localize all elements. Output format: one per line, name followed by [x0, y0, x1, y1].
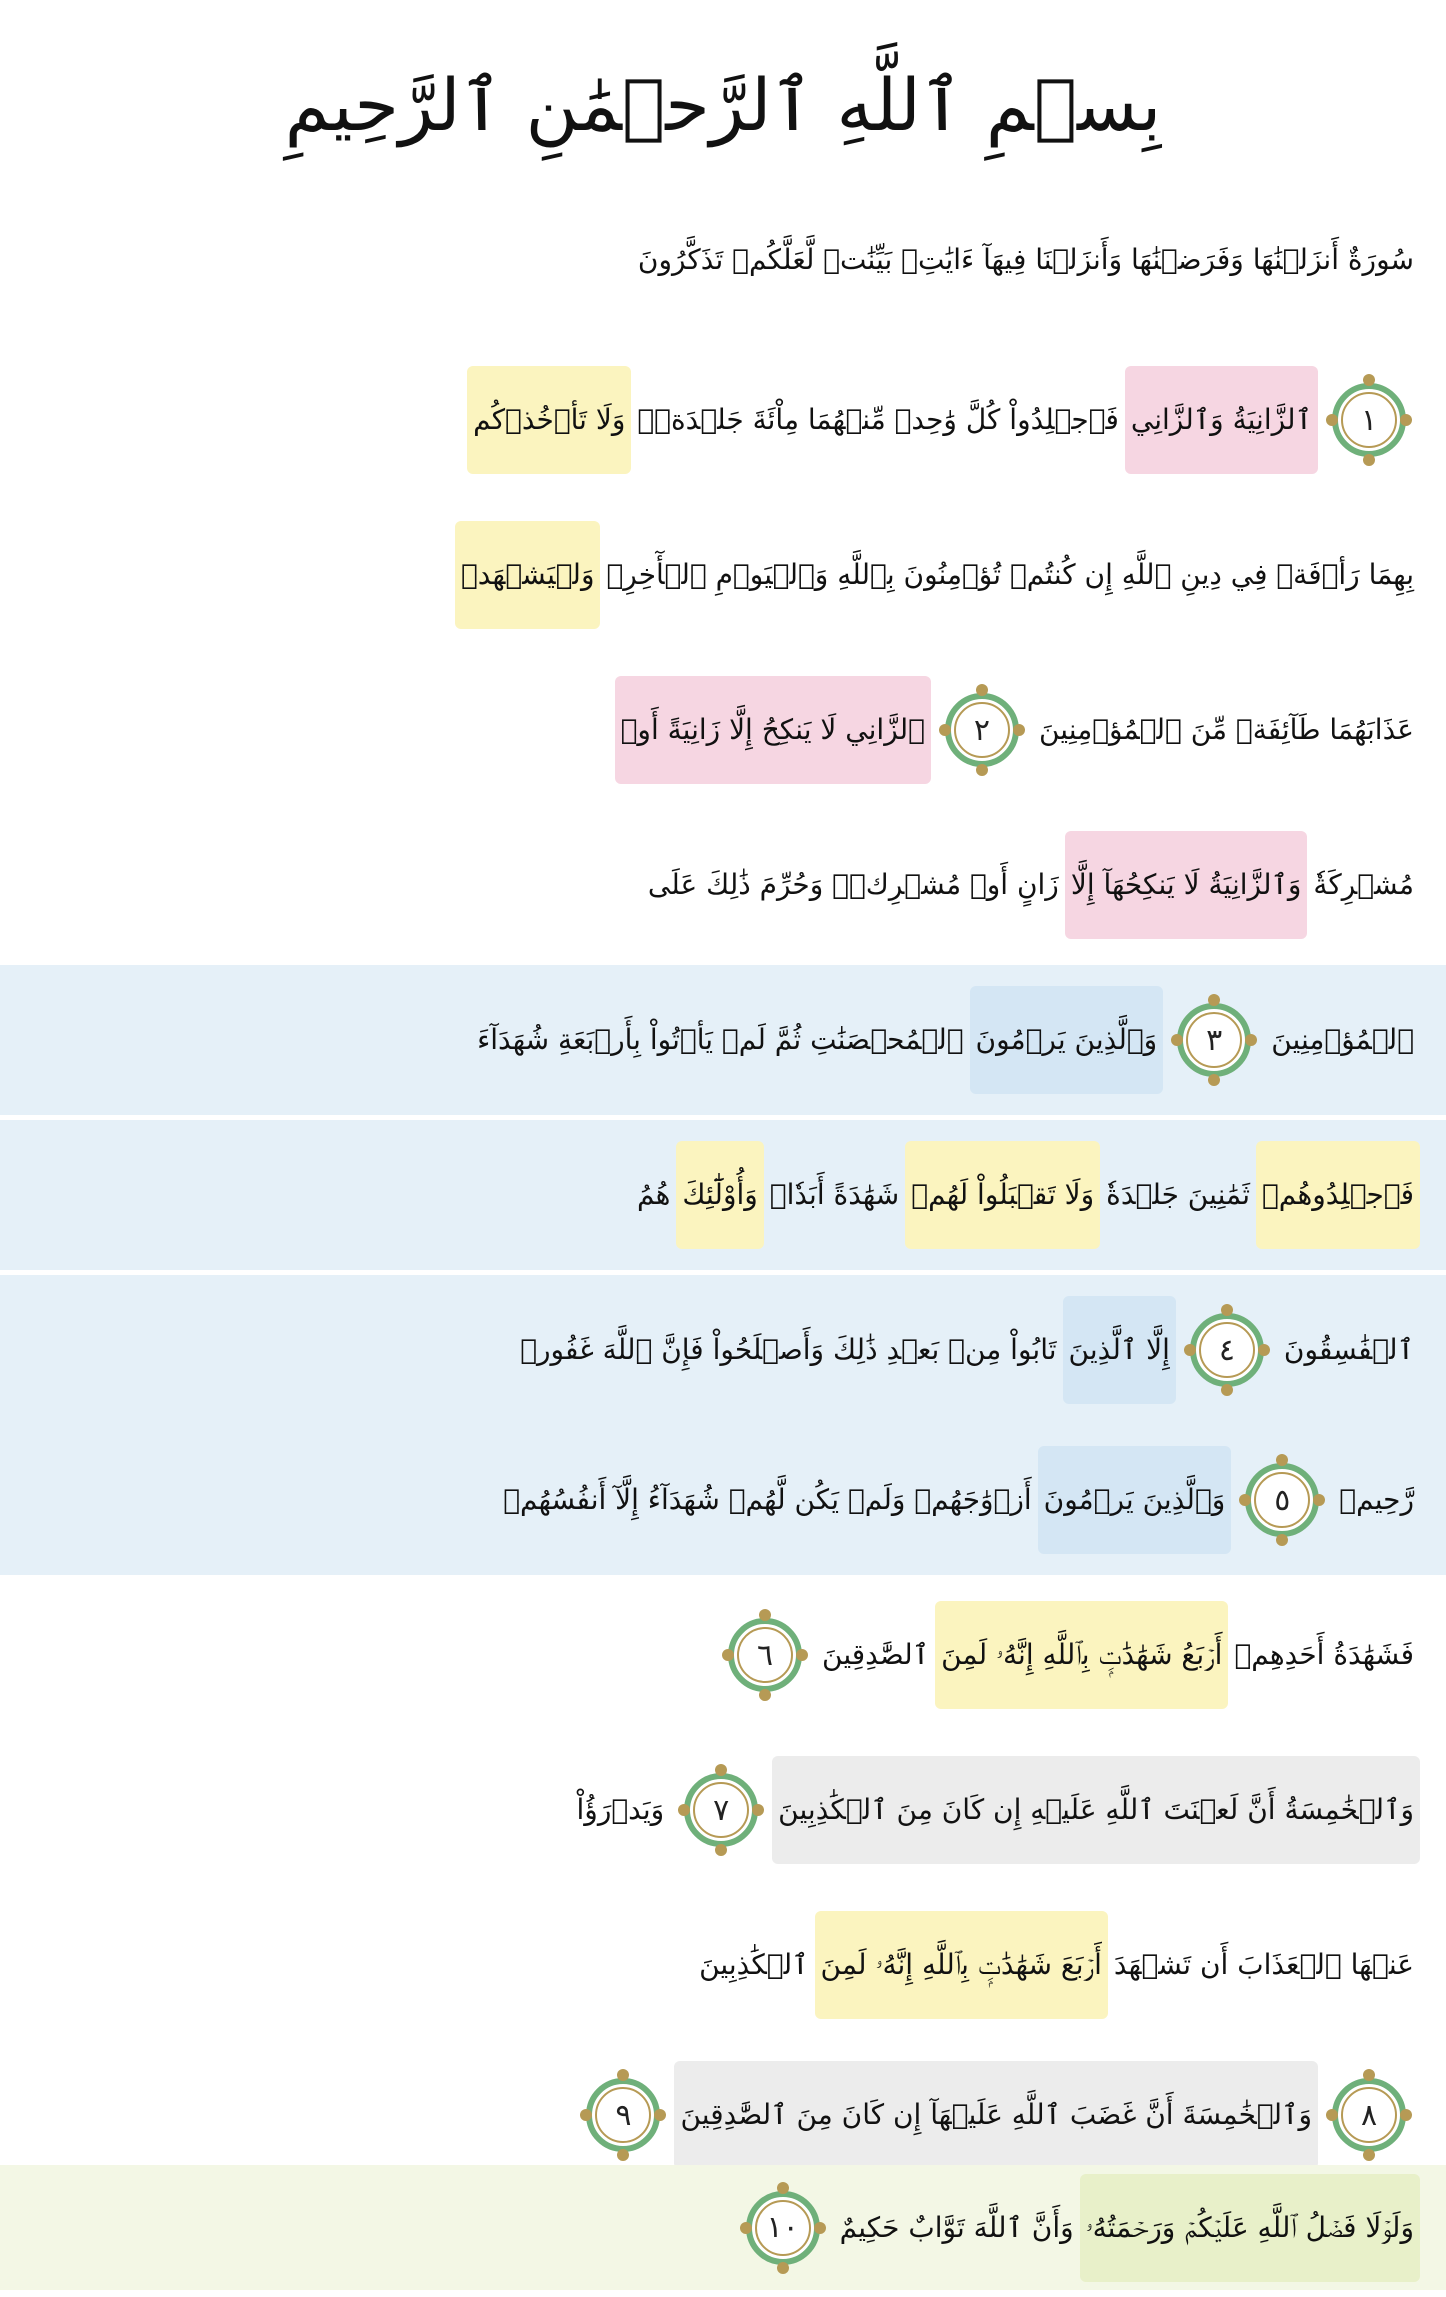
ayah-end-marker [1326, 372, 1412, 468]
verse-text: ٱلۡفَٰسِقُونَ [1283, 1333, 1414, 1366]
ayah-end-marker [678, 1762, 764, 1858]
verse-line [0, 1275, 1446, 1425]
highlighted-phrase: وَٱلزَّانِيَةُ لَا يَنكِحُهَآ إِلَّا [1065, 831, 1308, 939]
verse-line [0, 655, 1446, 805]
ayah-number: ٥ [1274, 1482, 1291, 1518]
verse-text: عَنۡهَا ٱلۡعَذَابَ أَن تَشۡهَدَ [1113, 1948, 1414, 1981]
verse-text: عَذَابَهُمَا طَآئِفَةٞ مِّنَ ٱلۡمُؤۡمِنِينَ [1038, 713, 1414, 746]
ayah-number: ٦ [756, 1637, 774, 1673]
ayah-end-marker [1326, 2067, 1412, 2163]
ayah-end-marker [580, 2067, 666, 2163]
verse-line [0, 965, 1446, 1115]
highlighted-phrase: أَرۡبَعَ شَهَٰدَٰتِۭ بِٱللَّهِ إِنَّهُۥ لَمِنَ [815, 1911, 1108, 2019]
highlighted-phrase: وَلَا تَأۡخُذۡكُم [467, 366, 631, 474]
highlighted-phrase: وَٱلَّذِينَ يَرۡمُونَ [1038, 1446, 1232, 1554]
ayah-number: ١٠ [766, 2210, 799, 2245]
verse-text: فَٱجۡلِدُواْ كُلَّ وَٰحِدٖ مِّنۡهُمَا مِاْئَةَ جَلۡدَةٖۖ [637, 403, 1119, 436]
highlighted-phrase: ٱلزَّانِيَةُ وَٱلزَّانِي [1125, 366, 1318, 474]
verse-text: هُمُ [636, 1178, 671, 1211]
verse-line [0, 1735, 1446, 1885]
highlighted-phrase: ٱلزَّانِي لَا يَنكِحُ إِلَّا زَانِيَةً أَوۡ [615, 676, 931, 784]
verse-line [0, 1890, 1446, 2040]
ayah-end-marker [722, 1607, 808, 1703]
ayah-end-marker [939, 682, 1025, 778]
ayah-number: ٩ [615, 2097, 632, 2133]
basmala-header: بِسۡمِ ٱللَّهِ ٱلرَّحۡمَٰنِ ٱلرَّحِيمِ [284, 63, 1162, 147]
verse-text: رَّحِيمٞ [1339, 1483, 1414, 1516]
highlighted-phrase: أَرۡبَعُ شَهَٰدَٰتِۭ بِٱللَّهِ إِنَّهُۥ لَمِنَ [935, 1601, 1228, 1709]
verse-line [0, 2165, 1446, 2290]
highlighted-phrase: وَٱلۡخَٰمِسَةُ أَنَّ لَعۡنَتَ ٱللَّهِ عَلَيۡهِ إِن كَانَ مِنَ ٱلۡكَٰذِبِينَ [772, 1756, 1420, 1864]
highlighted-phrase: وَأُوْلَٰٓئِكَ [676, 1141, 763, 1249]
verse-line [0, 185, 1446, 335]
verse-text: مُشۡرِكَةٗ [1313, 868, 1414, 901]
verse-text: ٱلۡمُحۡصَنَٰتِ ثُمَّ لَمۡ يَأۡتُواْ بِأَرۡبَعَةِ شُهَدَآءَ [477, 1023, 964, 1056]
ayah-number: ١ [1360, 402, 1378, 438]
verse-text: بِهِمَا رَأۡفَةٞ فِي دِينِ ٱللَّهِ إِن كُنتُمۡ تُؤۡمِنُونَ بِٱللَّهِ وَٱلۡيَوۡمِ ٱلۡأٓخِرِۖ [606, 558, 1414, 591]
highlighted-phrase: وَٱلَّذِينَ يَرۡمُونَ [970, 986, 1164, 1094]
highlighted-phrase: وَلَوۡلَا فَضۡلُ ٱللَّهِ عَلَيۡكُمۡ وَرَحۡمَتُهُۥ [1080, 2174, 1420, 2282]
verse-text: شَهَٰدَةً أَبَدٗاۚ [769, 1178, 900, 1211]
verse-text: ٱلصَّٰدِقِينَ [822, 1638, 930, 1671]
highlighted-phrase: إِلَّا ٱلَّذِينَ [1063, 1296, 1176, 1404]
verse-text: وَيَدۡرَؤُاْ [576, 1793, 665, 1826]
ayah-number: ٨ [1360, 2097, 1378, 2133]
verse-text: تَابُواْ مِنۢ بَعۡدِ ذَٰلِكَ وَأَصۡلَحُواْ فَإِنَّ ٱللَّهَ غَفُورٞ [520, 1333, 1057, 1366]
ayah-number: ٤ [1218, 1332, 1235, 1368]
verse-text: وَأَنَّ ٱللَّهَ تَوَّابٌ حَكِيمٌ [839, 2210, 1074, 2244]
ayah-number: ٧ [713, 1792, 730, 1828]
ayah-number: ٢ [973, 712, 991, 748]
verse-line [0, 1580, 1446, 1730]
ayah-end-marker [1239, 1452, 1325, 1548]
verse-line [0, 1120, 1446, 1270]
highlighted-phrase: وَٱلۡخَٰمِسَةَ أَنَّ غَضَبَ ٱللَّهِ عَلَيۡهَآ إِن كَانَ مِنَ ٱلصَّٰدِقِينَ [674, 2061, 1318, 2169]
verse-text: سُورَةٌ أَنزَلۡنَٰهَا وَفَرَضۡنَٰهَا وَأَنزَلۡنَا فِيهَآ ءَايَٰتِۭ بَيِّنَٰتٖ لَّعَلَّكُمۡ تَذَكَّرُونَ [637, 243, 1414, 276]
verse-text: ثَمَٰنِينَ جَلۡدَةٗ [1106, 1178, 1250, 1211]
ayah-end-marker [740, 2180, 826, 2276]
verse-line [0, 500, 1446, 650]
verse-text: ٱلۡمُؤۡمِنِينَ [1271, 1023, 1414, 1056]
verse-text: أَزۡوَٰجَهُمۡ وَلَمۡ يَكُن لَّهُمۡ شُهَدَآءُ إِلَّآ أَنفُسُهُمۡ [503, 1483, 1032, 1516]
ayah-end-marker [1171, 992, 1257, 1088]
verse-text: فَشَهَٰدَةُ أَحَدِهِمۡ [1234, 1638, 1414, 1671]
ayah-end-marker [1184, 1302, 1270, 1398]
verse-text: زَانٍ أَوۡ مُشۡرِكٞۚ وَحُرِّمَ ذَٰلِكَ عَلَى [647, 868, 1059, 901]
highlighted-phrase: وَلَا تَقۡبَلُواْ لَهُمۡ [905, 1141, 1100, 1249]
ayah-number: ٣ [1206, 1022, 1223, 1058]
verse-line [0, 1425, 1446, 1575]
highlighted-phrase: وَلۡيَشۡهَدۡ [455, 521, 601, 629]
highlighted-phrase: فَٱجۡلِدُوهُمۡ [1256, 1141, 1420, 1249]
verse-line [0, 345, 1446, 495]
verse-text: ٱلۡكَٰذِبِينَ [699, 1948, 809, 1981]
verse-line [0, 810, 1446, 960]
